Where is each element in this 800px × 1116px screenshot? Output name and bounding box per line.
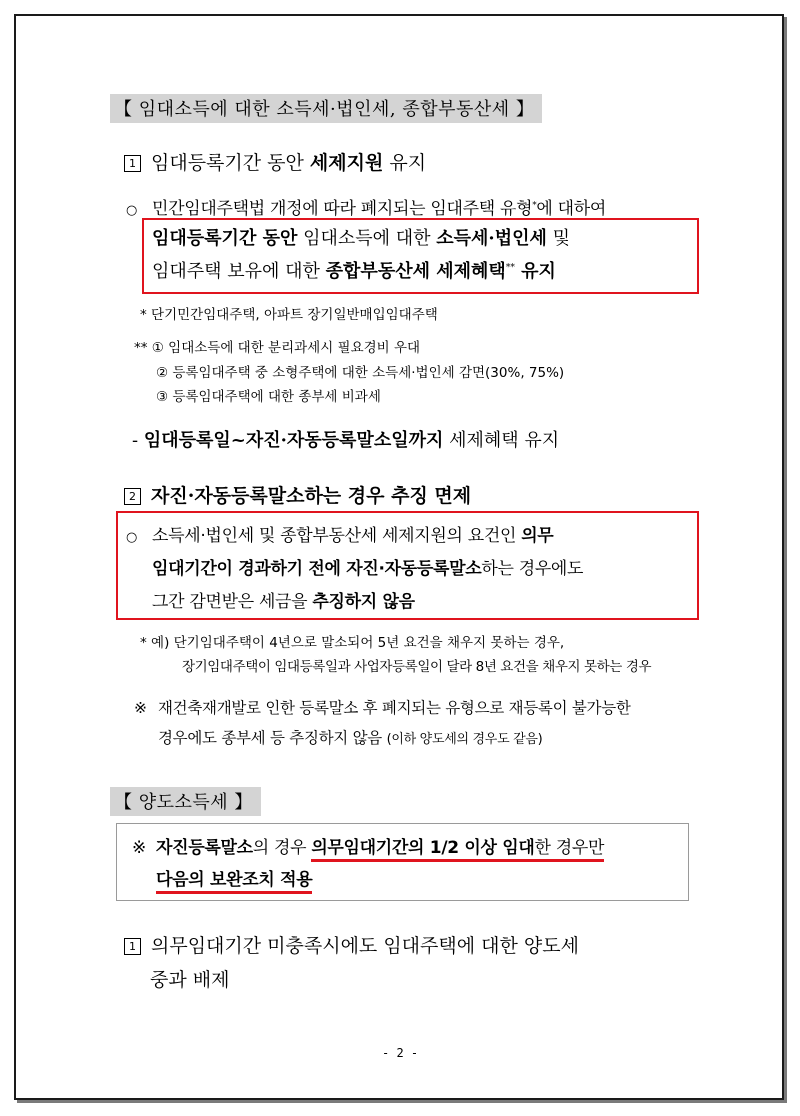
section-heading-rental-income: 【 임대소득에 대한 소득세·법인세, 종합부동산세 】 <box>110 94 542 123</box>
example-note-line-1: * 예) 단기임대주택이 4년으로 말소되어 5년 요건을 채우지 못하는 경우, <box>140 635 565 651</box>
footnote-2-a: ** ① 임대소득에 대한 분리과세시 필요경비 우대 <box>134 340 421 356</box>
example-note-line-2: 장기임대주택이 임대등록일과 사업자등록일이 달라 8년 요건을 채우지 못하는 경우 <box>182 659 652 675</box>
condition-line-2 <box>156 865 312 890</box>
item-2-bullet-line-1: ○ 소득세·법인세 및 종합부동산세 세제지원의 요건인 의무 <box>126 526 554 546</box>
condition-line-1: ※ 자진등록말소의 경우 의무임대기간의 1/2 이상 임대한 경우만 <box>132 833 604 858</box>
item-1-dash-line: - 임대등록일~자진·자동등록말소일까지 세제혜택 유지 <box>132 430 560 451</box>
item-number-box: 2 <box>124 488 141 505</box>
document-page <box>14 14 784 1100</box>
item-number-box: 1 <box>124 155 141 172</box>
underline-highlight: 의무임대기간의 1/2 이상 임대한 경우만 <box>311 838 604 862</box>
underline-highlight: 다음의 보완조치 적용 <box>156 870 312 894</box>
item-2-bullet-line-3: 그간 감면받은 세금을 추징하지 않음 <box>152 592 415 612</box>
item-3-line-2: 중과 배제 <box>150 969 230 991</box>
footnote-1: * 단기민간임대주택, 아파트 장기일반매입임대주택 <box>140 307 438 323</box>
item-1-bullet-line-2: 임대등록기간 동안 임대소득에 대한 소득세·법인세 및 <box>152 228 570 249</box>
footnote-2-b: ② 등록임대주택 중 소형주택에 대한 소득세·법인세 감면(30%, 75%) <box>156 365 565 381</box>
footnote-2-c: ③ 등록임대주택에 대한 종부세 비과세 <box>156 389 381 405</box>
item-number-box: 1 <box>124 938 141 955</box>
item-2-bullet-line-2: 임대기간이 경과하기 전에 자진·자동등록말소하는 경우에도 <box>152 559 584 579</box>
item-2-title: 2 자진·자동등록말소하는 경우 추징 면제 <box>124 481 471 508</box>
item-1-title: 1 임대등록기간 동안 세제지원 유지 <box>124 148 426 175</box>
item-1-bullet-line-3: 임대주택 보유에 대한 종합부동산세 세제혜택** 유지 <box>152 261 556 282</box>
item-1-bullet-line-1: ○ 민간임대주택법 개정에 따라 폐지되는 임대주택 유형*에 대하여 <box>126 199 606 219</box>
page-number: - 2 - <box>382 1046 419 1060</box>
item-3-line-1: 1 의무임대기간 미충족시에도 임대주택에 대한 양도세 <box>124 931 579 958</box>
reference-note-line-2: 경우에도 종부세 등 추징하지 않음 (이하 양도세의 경우도 같음) <box>158 729 543 747</box>
reference-note-line-1: ※ 재건축재개발로 인한 등록말소 후 폐지되는 유형으로 재등록이 불가능한 <box>134 699 631 717</box>
section-heading-capital-gains: 【 양도소득세 】 <box>110 787 261 816</box>
